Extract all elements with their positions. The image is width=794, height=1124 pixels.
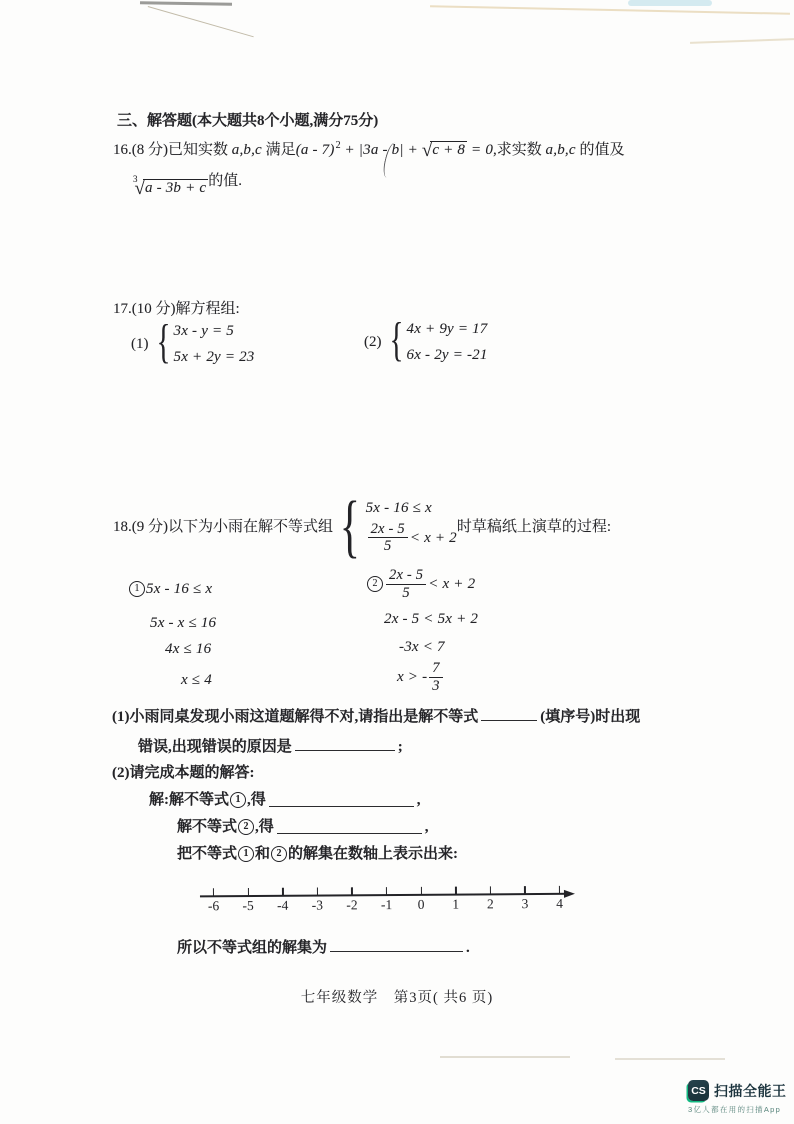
work-step: 2x - 5 < 5x + 2 — [384, 611, 479, 627]
number-line — [200, 879, 592, 918]
scan-artifact — [628, 0, 712, 6]
equation: 4x + 9y = 17 — [406, 321, 488, 337]
number-line-tick — [386, 887, 387, 895]
number-line-ticks — [200, 879, 592, 914]
answer-blank — [330, 938, 463, 952]
number-line-tick — [317, 888, 318, 896]
p16-abs-term: + |3a - b| + — [340, 142, 422, 158]
sol3-a: 把不等式 — [177, 846, 238, 862]
answer-blank — [295, 737, 395, 751]
fraction-denominator: 5 — [383, 538, 392, 555]
fraction — [429, 660, 442, 694]
problem-17-header: 17.(10 分)解方程组: — [113, 301, 240, 317]
work-step: x ≤ 4 — [181, 672, 212, 688]
question-2-header: (2)请完成本题的解答: — [112, 765, 255, 781]
sol2-mid: ,得 — [255, 819, 274, 835]
p16-mid1: 满足 — [261, 142, 296, 158]
question-1-line2 — [138, 737, 403, 757]
work-step — [128, 580, 212, 599]
p16-mid2: ,求实数 — [493, 142, 546, 158]
number-line-tick — [351, 887, 352, 895]
system-2-label: (2) — [364, 333, 382, 350]
system-brace — [389, 320, 403, 361]
system-1-label: (1) — [131, 335, 149, 352]
concl-pre: 所以不等式组的解集为 — [177, 940, 328, 956]
system-brace — [156, 322, 170, 363]
p16-tail: 的值及 — [575, 142, 625, 158]
number-line-tick — [248, 888, 249, 896]
conclusion-line — [177, 938, 470, 958]
number-line-tick — [490, 886, 491, 894]
equation-system-2 — [364, 320, 488, 365]
circled-number-2: 2 — [367, 576, 383, 592]
q1-text-a: (1)小雨同桌发现小雨这道题解得不对,请指出是解不等式 — [112, 709, 479, 725]
p16-eq-zero: = 0 — [467, 142, 494, 158]
circled-number-2: 2 — [271, 846, 287, 862]
system-1-equations — [174, 322, 255, 367]
answer-blank — [269, 793, 414, 807]
number-line-label: 4 — [556, 895, 563, 911]
sol1-mid: ,得 — [247, 792, 266, 808]
problem-16-line2 — [133, 172, 242, 198]
number-line-label: -1 — [380, 897, 393, 913]
circled-number-2: 2 — [238, 819, 254, 835]
equation: 5x + 2y = 23 — [173, 348, 255, 365]
camscanner-brand-name: 扫描全能王 — [714, 1082, 787, 1099]
answer-blank — [481, 707, 537, 721]
system-brace — [340, 497, 360, 557]
sol3-mid: 和 — [255, 846, 271, 862]
fraction — [368, 521, 408, 555]
circled-number-1: 1 — [129, 581, 145, 597]
fraction-numerator: 7 — [429, 660, 442, 678]
inequality: 5x - 16 ≤ x — [365, 499, 432, 516]
number-line-label: 1 — [452, 896, 460, 912]
number-line-tick — [421, 887, 422, 895]
number-line-label: -3 — [311, 897, 324, 913]
number-line-tick — [455, 887, 456, 895]
p16-lead: 16.(8 分)已知实数 — [113, 142, 232, 158]
sqrt-radicand: c + 8 — [432, 142, 466, 158]
sol3-b: 的解集在数轴上表示出来: — [288, 846, 459, 862]
p16-square-base: (a - 7) — [295, 142, 335, 158]
answer-blank — [277, 820, 422, 834]
section-header: 三、解答题(本大题共8个小题,满分75分) — [117, 113, 379, 129]
p16-vars2: a,b,c — [545, 142, 576, 158]
work-expression: 5x - 16 ≤ x — [146, 581, 213, 597]
question-1-line1 — [112, 707, 640, 727]
number-line-tick — [213, 888, 214, 896]
work-step: 4x ≤ 16 — [165, 641, 212, 657]
number-line-label: 0 — [417, 896, 425, 912]
sol1-pre: 解:解不等式 — [149, 792, 229, 808]
problem-16-line1 — [113, 140, 624, 160]
p16-vars1: a,b,c — [231, 142, 262, 158]
camscanner-watermark — [688, 1080, 787, 1115]
cube-root-radicand: a - 3b + c — [144, 180, 207, 196]
p16-square-exponent: 2 — [335, 140, 341, 151]
inequality — [366, 521, 457, 555]
p16-line2-tail: 的值. — [208, 173, 242, 189]
equation: 3x - y = 5 — [173, 323, 234, 339]
q1-text-b: (填序号)时出现 — [540, 709, 641, 725]
work-step — [366, 567, 475, 601]
work-step: -3x < 7 — [399, 639, 445, 655]
camscanner-brand-row — [688, 1080, 787, 1101]
work-expression: < x + 2 — [428, 575, 476, 592]
scan-artifact — [440, 1056, 570, 1058]
cube-root-index: 3 — [133, 174, 138, 184]
camscanner-logo-icon: CS — [688, 1080, 709, 1101]
fraction-numerator: 2x - 5 — [386, 567, 426, 585]
solution-line-3 — [177, 845, 458, 864]
page-footer: 七年级数学 第3页( 共6 页) — [300, 990, 494, 1006]
fraction-numerator: 2x - 5 — [368, 521, 408, 539]
q1-text-d: ; — [397, 739, 403, 755]
number-line-label: 2 — [486, 896, 494, 912]
concl-post: . — [466, 940, 470, 956]
system-2-equations — [407, 320, 488, 365]
circled-number-1: 1 — [238, 846, 254, 862]
scan-artifact — [148, 6, 254, 37]
camscanner-tagline: 3亿人都在用的扫描App — [688, 1105, 782, 1114]
number-line-tick — [559, 886, 560, 894]
cube-root-expression — [133, 174, 208, 198]
equation-system-1 — [131, 322, 255, 367]
solution-line-1 — [149, 791, 421, 810]
scan-artifact — [430, 5, 790, 15]
number-line-tick — [282, 888, 283, 896]
p18-lead: 18.(9 分)以下为小雨在解不等式组 — [113, 518, 333, 535]
number-line-tick — [524, 886, 525, 894]
q1-text-c: 错误,出现错误的原因是 — [138, 739, 292, 755]
work-expression: x > - — [397, 668, 428, 685]
number-line-label: 3 — [521, 896, 529, 912]
p18-tail: 时草稿纸上演草的过程: — [456, 518, 612, 535]
sol2-post: , — [424, 819, 429, 835]
number-line-label: -4 — [277, 897, 289, 913]
work-step: 5x - x ≤ 16 — [150, 615, 217, 631]
number-line-label: -6 — [207, 898, 220, 914]
work-step — [397, 660, 445, 694]
sol2-pre: 解不等式 — [177, 819, 238, 835]
problem-18-statement — [113, 486, 611, 568]
fraction — [386, 567, 426, 601]
number-line-label: -2 — [346, 897, 358, 913]
fraction-denominator: 3 — [432, 677, 440, 694]
solution-line-2 — [177, 818, 429, 837]
sol1-post: , — [416, 792, 421, 808]
fraction-denominator: 5 — [402, 584, 410, 601]
number-line-label: -5 — [242, 897, 254, 914]
inequality-rest: < x + 2 — [409, 529, 457, 546]
equation: 6x - 2y = -21 — [406, 346, 488, 363]
scan-artifact — [615, 1058, 725, 1060]
circled-number-1: 1 — [230, 792, 246, 808]
scan-artifact — [140, 1, 232, 6]
scan-artifact — [690, 38, 794, 43]
inequality-system — [366, 499, 457, 555]
sqrt-expression — [422, 141, 467, 160]
